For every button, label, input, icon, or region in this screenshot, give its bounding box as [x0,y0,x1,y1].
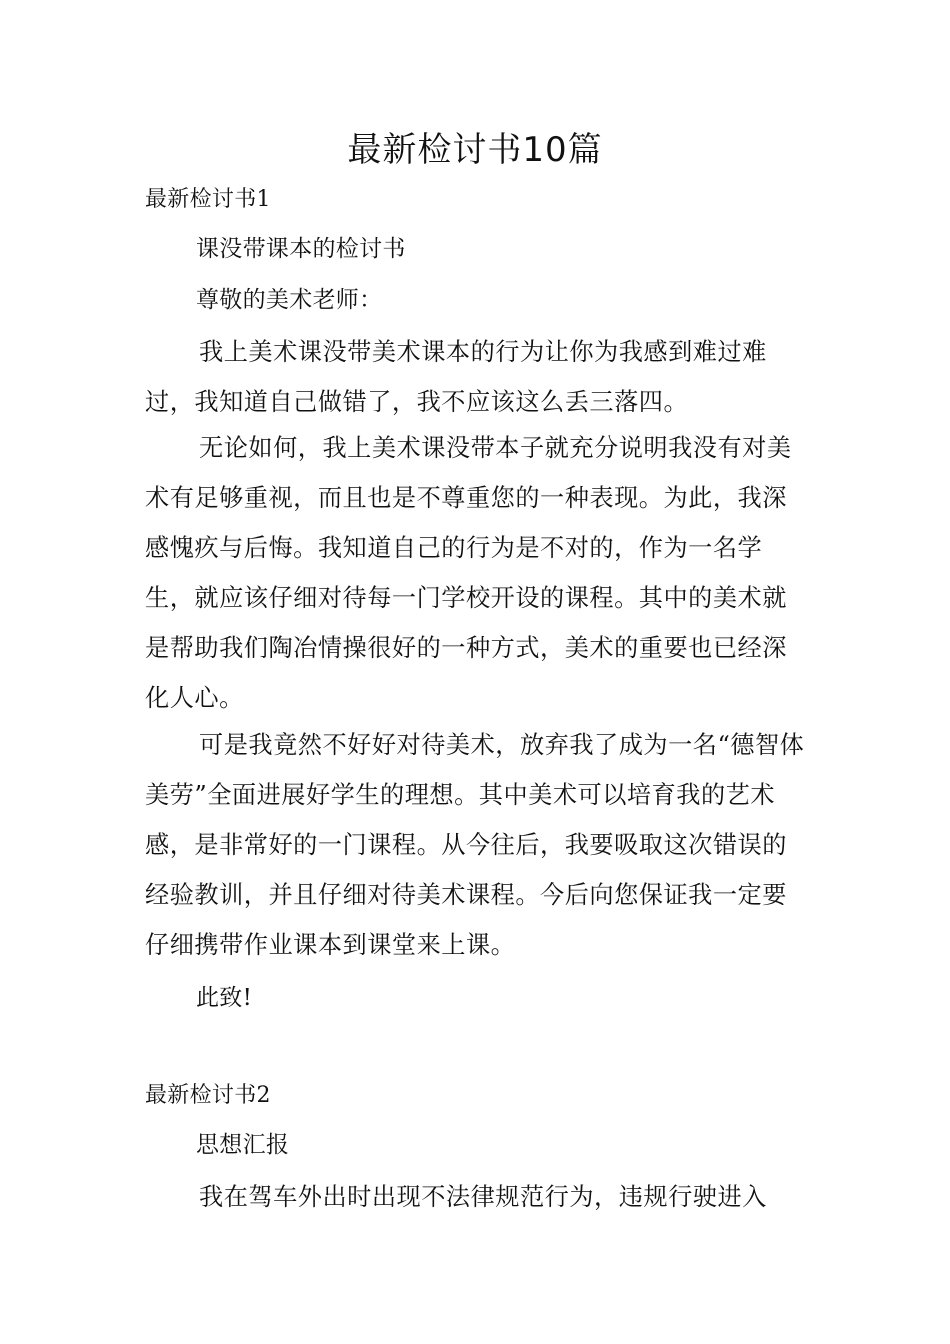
section-subtitle-2: 思想汇报 [196,1132,290,1158]
paragraph-3: 可是我竟然不好好对待美术，放弃我了成为一名“德智体美劳”全面进展好学生的理想。其中美术可以培育我的艺术感，是非常好的一门课程。从今往后，我要吸取这次错误的经验教训，并且仔细对待美术课程。今后向您保证我一定要仔细携带作业课本到课堂来上课。 [145,731,805,959]
section-heading-2: 最新检讨书2 [145,1083,271,1108]
paragraph-4: 我在驾车外出时出现不法律规范行为，违规行驶进入 [199,1183,767,1211]
document-title: 最新检讨书10篇 [347,130,603,170]
section-subtitle-1: 课没带课本的检讨书 [196,236,406,262]
closing: 此致! [196,985,253,1011]
section-heading-1: 最新检讨书1 [145,187,271,212]
salutation: 尊敬的美术老师： [196,287,383,313]
paragraph-1: 我上美术课没带美术课本的行为让你为我感到难过难过，我知道自己做错了，我不应该这么丢三落四。 [145,338,767,416]
paragraph-2: 无论如何，我上美术课没带本子就充分说明我没有对美术有足够重视，而且也是不尊重您的一种表现。为此，我深感愧疚与后悔。我知道自己的行为是不对的，作为一名学生，就应该仔细对待每一门学校开设的课程。其中的美术就是帮助我们陶冶情操很好的一种方式，美术的重要也已经深化人心。 [145,434,792,712]
